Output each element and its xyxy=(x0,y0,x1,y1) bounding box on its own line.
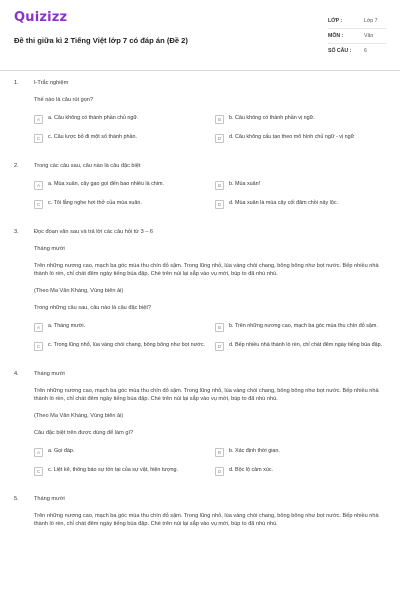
option-letter-badge: A xyxy=(34,323,43,332)
answer-option[interactable] xyxy=(34,446,205,458)
option-text: a. Mùa xuân, cây gạo gọi đến bao nhiêu là chim. xyxy=(48,181,164,188)
question-item xyxy=(14,495,386,537)
answer-option[interactable] xyxy=(215,113,386,125)
option-text: b. Câu không có thành phần vị ngữ. xyxy=(229,115,315,122)
question-text: Tháng mười xyxy=(34,496,65,502)
question-number: 4. xyxy=(14,371,19,377)
option-letter-badge: D xyxy=(215,342,224,351)
option-letter-badge: D xyxy=(215,134,224,143)
question-item xyxy=(14,370,386,485)
option-text: b. Mùa xuân! xyxy=(229,181,261,188)
question-text: I-Trắc nghiệm xyxy=(34,80,69,86)
option-letter-badge: B xyxy=(215,448,224,457)
option-text: c. Câu lược bỏ đi một số thành phần. xyxy=(48,134,137,141)
answer-options xyxy=(34,321,386,352)
meta-row xyxy=(328,28,386,43)
question-number: 2. xyxy=(14,163,19,169)
answer-option[interactable] xyxy=(34,113,205,125)
question-text: Câu đặc biệt trên được dùng để làm gì? xyxy=(34,430,134,436)
answer-option[interactable] xyxy=(34,340,205,352)
quizizz-logo[interactable]: Quizizz xyxy=(14,10,68,25)
answer-option[interactable] xyxy=(215,465,386,477)
option-letter-badge: C xyxy=(34,342,43,351)
option-text: a. Câu không có thành phần chủ ngữ. xyxy=(48,115,139,122)
question-number: 5. xyxy=(14,496,19,502)
question-text: Trên những nương cao, mạch ba góc mùa thu chín đỏ sậm. Trong lũng nhỏ, lúa vàng chói chang, bông bông như bọt nước. Bếp nhiều nhà thành lò rèn, chỉ chát đêm ngày tiếng búa đập. Chè trên núi lại sắp vào vụ mới, búp to đã nhú nhú. xyxy=(34,388,379,402)
answer-option[interactable] xyxy=(215,132,386,144)
answer-option[interactable] xyxy=(215,340,386,352)
question-number: 3. xyxy=(14,229,19,235)
meta-row xyxy=(328,13,386,28)
header-divider xyxy=(0,70,400,71)
question-text: Tháng mười xyxy=(34,246,65,252)
meta-value: Lớp 7 xyxy=(364,17,378,24)
option-letter-badge: B xyxy=(215,323,224,332)
answer-option[interactable] xyxy=(215,321,386,333)
answer-options xyxy=(34,446,386,477)
option-letter-badge: B xyxy=(215,181,224,190)
option-text: d. Bếp nhiều nhà thành lò rèn, chỉ chát đêm ngày tiếng búa đập. xyxy=(229,342,383,349)
option-text: b. Trên những nương cao, mạch ba góc mùa thu chín đỏ sậm. xyxy=(229,323,378,330)
question-body xyxy=(34,370,386,485)
answer-option[interactable] xyxy=(34,321,205,333)
question-text: (Theo Ma Văn Kháng, Vùng biên ải) xyxy=(34,413,124,419)
answer-options xyxy=(34,113,386,144)
question-text: Tháng mười xyxy=(34,371,65,377)
meta-row xyxy=(328,43,386,58)
answer-options xyxy=(34,179,386,210)
answer-option[interactable] xyxy=(215,198,386,210)
worksheet-header xyxy=(0,0,400,70)
option-text: a. Tháng mười. xyxy=(48,323,86,330)
question-body xyxy=(34,162,386,218)
question-text: (Theo Ma Văn Kháng, Vùng biên ải) xyxy=(34,288,124,294)
option-letter-badge: A xyxy=(34,115,43,124)
question-item xyxy=(14,79,386,152)
question-text: Trên những nương cao, mạch ba góc mùa thu chín đỏ sậm. Trong lũng nhỏ, lúa vàng chói chang, bông bông như bọt nước. Bếp nhiều nhà thành lò rèn, chỉ chát đêm ngày tiếng búa đập. Chè trên núi lại sắp vào vụ mới, búp to đã nhú nhú. xyxy=(34,513,379,527)
question-text: Đọc đoạn văn sau và trả lời các câu hỏi từ 3 – 6 xyxy=(34,229,154,235)
answer-option[interactable] xyxy=(34,132,205,144)
question-text: Trong những câu sau, câu nào là câu đặc biệt? xyxy=(34,305,152,311)
option-text: a. Gọi đáp. xyxy=(48,448,75,455)
option-letter-badge: A xyxy=(34,181,43,190)
worksheet-meta xyxy=(328,13,386,58)
option-letter-badge: C xyxy=(34,134,43,143)
answer-option[interactable] xyxy=(34,179,205,191)
option-text: c. Tôi lắng nghe hơi thở của mùa xuân. xyxy=(48,200,142,207)
meta-label: LỚP : xyxy=(328,17,343,24)
option-letter-badge: B xyxy=(215,115,224,124)
worksheet-title: Đề thi giữa kì 2 Tiếng Việt lớp 7 có đáp án (Đề 2) xyxy=(14,36,188,45)
option-letter-badge: C xyxy=(34,467,43,476)
question-item xyxy=(14,162,386,218)
question-body xyxy=(34,228,386,360)
question-item xyxy=(14,228,386,360)
question-text: Thế nào là câu rút gọn? xyxy=(34,97,94,103)
option-text: d. Câu không cấu tạo theo mô hình chủ ngữ - vị ngữ xyxy=(229,134,355,141)
meta-value: Văn xyxy=(364,33,374,39)
option-text: b. Xác định thời gian. xyxy=(229,448,280,455)
answer-option[interactable] xyxy=(215,446,386,458)
option-letter-badge: D xyxy=(215,200,224,209)
answer-option[interactable] xyxy=(215,179,386,191)
answer-option[interactable] xyxy=(34,198,205,210)
question-number: 1. xyxy=(14,80,19,86)
question-body xyxy=(34,79,386,152)
option-letter-badge: D xyxy=(215,467,224,476)
option-text: d. Bộc lộ cảm xúc. xyxy=(229,467,274,474)
option-text: d. Mùa xuân là mùa cây cối đâm chồi nảy lộc. xyxy=(229,200,339,207)
option-text: c. Trong lũng nhỏ, lúa vàng chói chang, bông bông như bọt nước. xyxy=(48,342,206,349)
option-letter-badge: A xyxy=(34,448,43,457)
option-text: c. Liệt kê, thông báo sự tồn tại của sự vật, hiện tượng. xyxy=(48,467,179,474)
option-letter-badge: C xyxy=(34,200,43,209)
question-list xyxy=(0,79,400,547)
question-body xyxy=(34,495,386,537)
question-text: Trên những nương cao, mạch ba góc mùa thu chín đỏ sậm. Trong lũng nhỏ, lúa vàng chói chang, bông bông như bọt nước. Bếp nhiều nhà thành lò rèn, chỉ chát đêm ngày tiếng búa đập. Chè trên núi lại sắp vào vụ mới, búp to đã nhú nhú. xyxy=(34,263,379,277)
answer-option[interactable] xyxy=(34,465,205,477)
meta-label: MÔN : xyxy=(328,33,344,39)
question-text: Trong các câu sau, câu nào là câu đặc biệt xyxy=(34,163,141,169)
meta-value: 6 xyxy=(364,48,367,54)
meta-label: SỐ CÂU : xyxy=(328,48,352,54)
